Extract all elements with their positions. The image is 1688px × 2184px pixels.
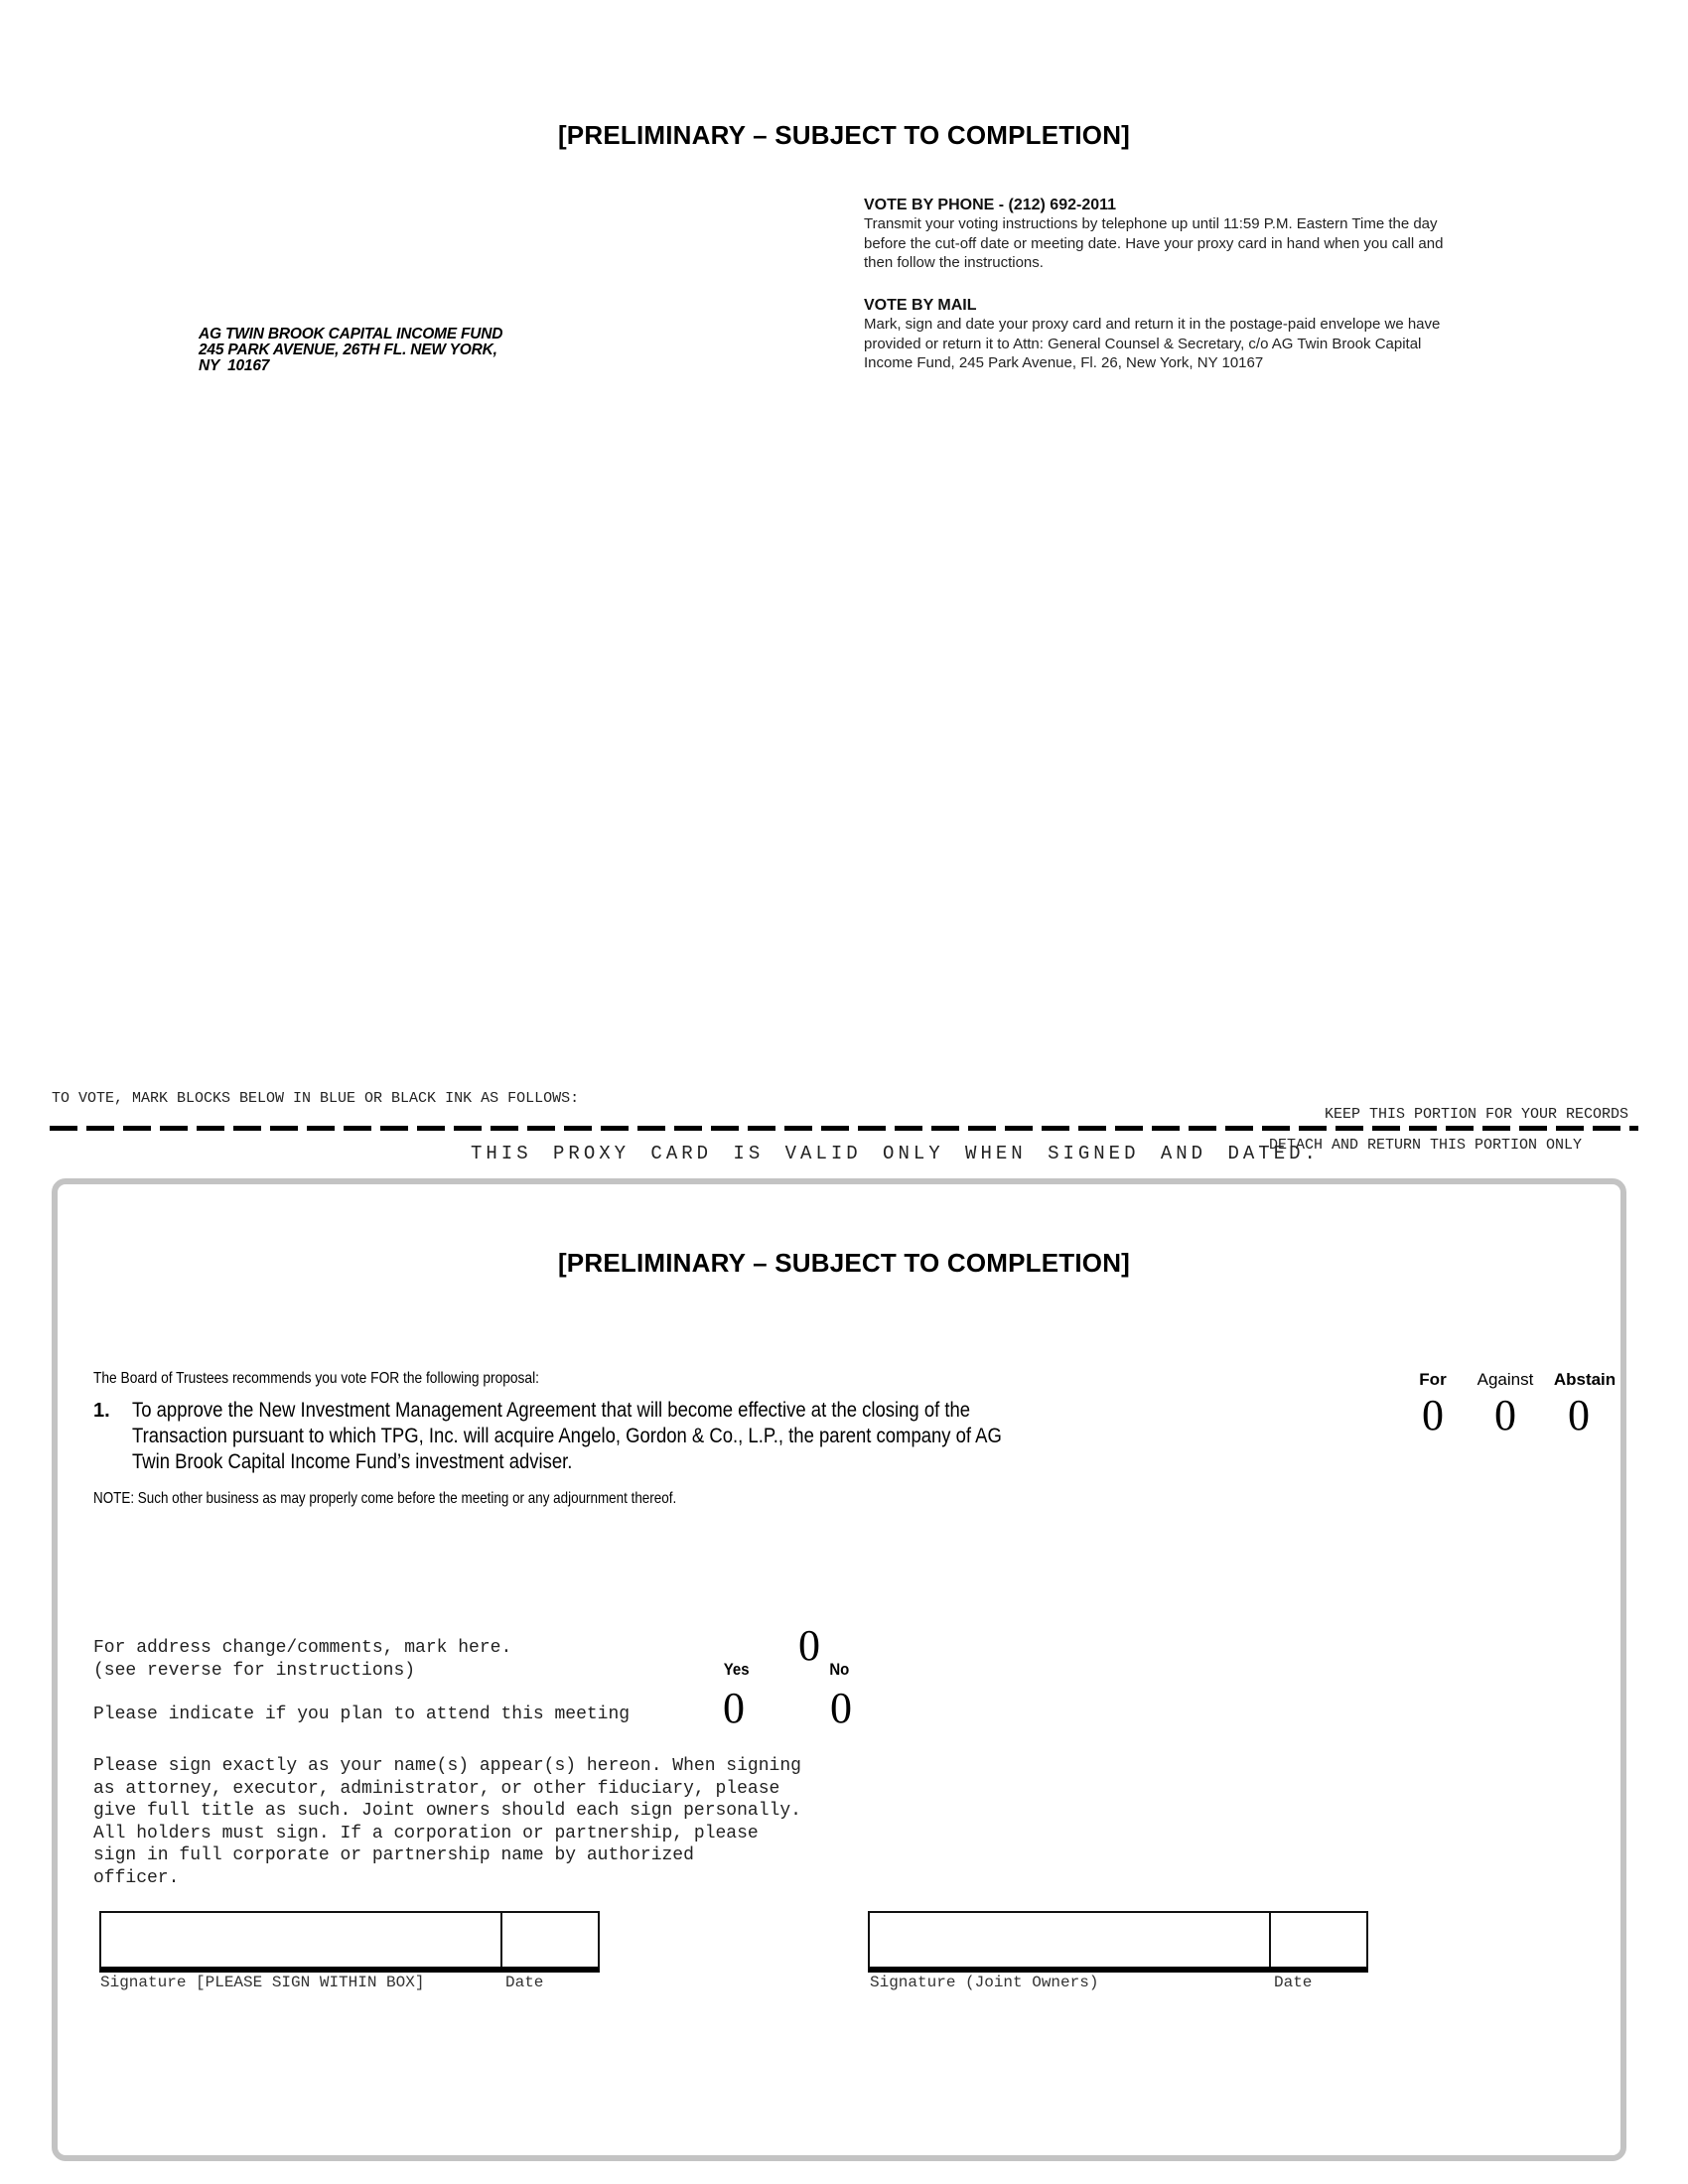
other-business-note: NOTE: Such other business as may properly come before the meeting or any adjournment thereof. xyxy=(93,1490,677,1507)
vote-by-phone-line: then follow the instructions. xyxy=(864,254,1044,271)
address-change-line: For address change/comments, mark here. xyxy=(93,1638,512,1658)
proposal-line: Twin Brook Capital Income Fund’s investment adviser. xyxy=(132,1450,573,1473)
detach-portion-label: DETACH AND RETURN THIS PORTION ONLY xyxy=(1269,1137,1583,1154)
signing-instruction-line: Please sign exactly as your name(s) appear(s) hereon. When signing xyxy=(93,1756,801,1776)
vote-by-phone-line: Transmit your voting instructions by telephone up until 11:59 P.M. Eastern Time the day xyxy=(864,215,1438,232)
attend-yes-oval[interactable]: 0 xyxy=(723,1684,745,1732)
proposal-1-abstain-oval[interactable]: 0 xyxy=(1568,1391,1590,1439)
address-line: NY 10167 xyxy=(199,357,270,374)
proxy-valid-notice: THIS PROXY CARD IS VALID ONLY WHEN SIGNED AND DATED. xyxy=(471,1143,1320,1164)
proposal-1-text xyxy=(132,1398,1119,1475)
vote-by-mail-line: Mark, sign and date your proxy card and return it in the postage-paid envelope we have xyxy=(864,316,1441,333)
signature-field[interactable] xyxy=(101,1913,502,1967)
joint-date-label: Date xyxy=(1274,1974,1313,1991)
vote-by-mail-section xyxy=(864,296,1519,373)
vote-by-mail-heading: VOTE BY MAIL xyxy=(864,297,977,314)
signature-block-primary xyxy=(99,1911,600,1973)
vote-by-mail-line: Income Fund, 245 Park Avenue, Fl. 26, New York, NY 10167 xyxy=(864,354,1264,371)
joint-date-field[interactable] xyxy=(1271,1913,1366,1967)
signing-instruction-line: officer. xyxy=(93,1867,180,1888)
signature-box-primary xyxy=(99,1911,600,1973)
signing-instruction-line: sign in full corporate or partnership name by authorized xyxy=(93,1845,694,1865)
detach-cut-line xyxy=(50,1126,1638,1131)
signing-instruction-line: give full title as such. Joint owners should each sign personally. xyxy=(93,1801,801,1821)
vote-by-phone-heading: VOTE BY PHONE - (212) 692-2011 xyxy=(864,197,1117,213)
fund-mailing-address xyxy=(199,327,502,374)
proposal-1-for-oval[interactable]: 0 xyxy=(1422,1391,1444,1439)
address-line: AG TWIN BROOK CAPITAL INCOME FUND xyxy=(199,326,503,342)
yes-label: Yes xyxy=(723,1660,750,1679)
address-change-oval[interactable]: 0 xyxy=(798,1621,820,1670)
no-label: No xyxy=(829,1660,850,1679)
address-change-label xyxy=(93,1637,511,1682)
proposal-1-against-oval[interactable]: 0 xyxy=(1494,1391,1516,1439)
signing-instruction-line: All holders must sign. If a corporation or partnership, please xyxy=(93,1823,759,1843)
signing-instructions xyxy=(93,1755,801,1889)
marking-instructions: TO VOTE, MARK BLOCKS BELOW IN BLUE OR BLACK INK AS FOLLOWS: xyxy=(52,1090,580,1107)
vote-by-mail-line: provided or return it to Attn: General Counsel & Secretary, c/o AG Twin Brook Capital xyxy=(864,335,1422,352)
attend-no-oval[interactable]: 0 xyxy=(830,1684,852,1732)
card-title: [PRELIMINARY – SUBJECT TO COMPLETION] xyxy=(557,1248,1131,1278)
vote-by-phone-section xyxy=(864,196,1519,273)
column-for: For xyxy=(1419,1370,1447,1389)
date-field[interactable] xyxy=(502,1913,598,1967)
address-line: 245 PARK AVENUE, 26TH FL. NEW YORK, xyxy=(199,341,497,358)
signing-instruction-line: as attorney, executor, administrator, or other fiduciary, please xyxy=(93,1778,780,1799)
proposal-number: 1. xyxy=(93,1400,110,1422)
vote-by-phone-line: before the cut-off date or meeting date. Have your proxy card in hand when you call and xyxy=(864,234,1444,252)
signature-box-joint xyxy=(868,1911,1368,1973)
proposal-line: Transaction pursuant to which TPG, Inc. will acquire Angelo, Gordon & Co., L.P., the parent company of AG xyxy=(132,1425,1002,1447)
keep-portion-label: KEEP THIS PORTION FOR YOUR RECORDS xyxy=(1324,1106,1628,1123)
signature-label: Signature [PLEASE SIGN WITHIN BOX] xyxy=(100,1974,425,1991)
joint-signature-label: Signature (Joint Owners) xyxy=(870,1974,1099,1991)
column-against: Against xyxy=(1477,1370,1534,1389)
address-change-line: (see reverse for instructions) xyxy=(93,1660,416,1681)
proposal-line: To approve the New Investment Management Agreement that will become effective at the closing of the xyxy=(132,1399,971,1422)
column-abstain: Abstain xyxy=(1553,1370,1617,1389)
page-title: [PRELIMINARY – SUBJECT TO COMPLETION] xyxy=(557,120,1131,150)
signature-block-joint xyxy=(868,1911,1368,1973)
attend-meeting-label: Please indicate if you plan to attend this meeting xyxy=(93,1705,631,1724)
date-label: Date xyxy=(505,1974,544,1991)
joint-signature-field[interactable] xyxy=(870,1913,1271,1967)
board-recommendation: The Board of Trustees recommends you vote FOR the following proposal: xyxy=(93,1370,539,1387)
